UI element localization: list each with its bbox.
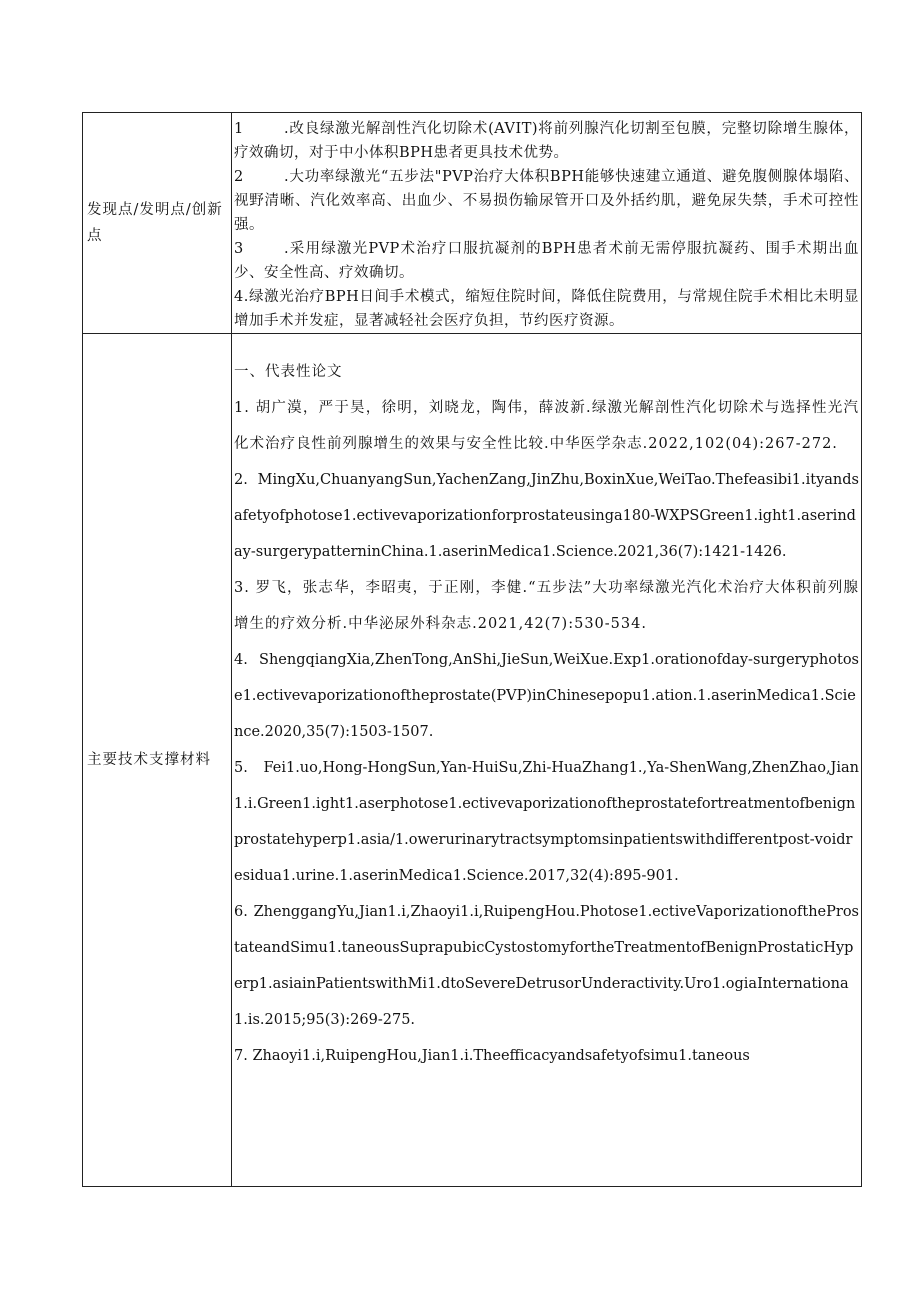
innovation-cell <box>232 113 862 334</box>
document-table <box>82 112 862 1187</box>
reference-item: 1. 胡广漠，严于昊，徐明，刘晓龙，陶伟，薛波新.绿激光解剖性汽化切除术与选择性光汽化术治疗良性前列腺增生的效果与安全性比较.中华医学杂志.2022,102(04):267-272. <box>234 400 859 452</box>
reference-item: 3. 罗飞，张志华，李昭夷，于正刚，李健.“五步法”大功率绿激光汽化术治疗大体积前列腺增生的疗效分析.中华泌尿外科杂志.2021,42(7):530-534. <box>234 580 859 632</box>
reference-item: 4. ShengqiangXia,ZhenTong,AnShi,JieSun,WeiXue.Exp1.orationofday-surgeryphotose1.ectivevaporizationoftheprostate(PVP)inChinesepopu1.ation.1.aserinMedica1.Science.2020,35(7):1503-1507. <box>234 652 859 740</box>
materials-cell <box>232 334 862 1187</box>
innovation-item <box>234 117 859 165</box>
item-text: .采用绿激光PVP术治疗口服抗凝剂的BPH患者术前无需停服抗凝药、围手术期出血少、安全性高、疗效确切。 <box>234 241 859 281</box>
innovation-content <box>232 113 861 333</box>
item-text: .改良绿激光解剖性汽化切除术(AVIT)将前列腺汽化切割至包膜，完整切除增生腺体，疗效确切，对于中小体积BPH患者更具技术优势。 <box>234 121 859 161</box>
section-title: 一、代表性论文 <box>234 364 343 380</box>
innovation-row <box>83 113 862 334</box>
reference-item: 2. MingXu,ChuanyangSun,YachenZang,JinZhu,BoxinXue,WeiTao.Thefeasibi1.ityandsafetyofphotose1.ectivevaporizationforprostateusinga180-WXPSGreen1.ight1.aserinday-surgerypatterninChina.1.aserinMedica1.Science.2021,36(7):1421-1426. <box>234 472 859 560</box>
innovation-item <box>234 285 859 333</box>
item-text: 4.绿激光治疗BPH日间手术模式，缩短住院时间，降低住院费用，与常规住院手术相比未明显增加手术并发症，显著减轻社会医疗负担，节约医疗资源。 <box>234 289 859 329</box>
reference-item: 5. Fei1.uo,Hong-HongSun,Yan-HuiSu,Zhi-HuaZhang1.,Ya-ShenWang,ZhenZhao,Jian1.i.Green1.ight1.aserphotose1.ectivevaporizationoftheprostatefortreatmentofbenignprostatehyperp1.asia/1.owerurinarytractsymptomsinpatientswithdifferentpost-voidresidua1.urine.1.aserinMedica1.Science.2017,32(4):895-901. <box>234 760 859 884</box>
item-text: .大功率绿激光“五步法"PVP治疗大体积BPH能够快速建立通道、避免腹侧腺体塌陷、视野清晰、汽化效率高、出血少、不易损伤输尿管开口及外括约肌，避免尿失禁，手术可控性强。 <box>234 169 859 233</box>
reference-item: 7. Zhaoyi1.i,RuipengHou,Jian1.i.Theefficacyandsafetyofsimu1.taneous <box>234 1048 750 1064</box>
item-number: 2 <box>234 169 244 185</box>
innovation-label: 发现点/发明点/创新点 <box>83 113 232 334</box>
materials-label: 主要技术支撑材料 <box>83 334 232 1187</box>
innovation-item <box>234 165 859 237</box>
innovation-item <box>234 237 859 285</box>
materials-row <box>83 334 862 1187</box>
reference-item: 6. ZhenggangYu,Jian1.i,Zhaoyi1.i,RuipengHou.Photose1.ectiveVaporizationoftheProstateandSimu1.taneousSuprapubicCystostomyfortheTreatmentofBenignProstaticHyperp1.asiainPatientswithMi1.dtoSevereDetrusorUnderactivity.Uro1.ogiaInternationa1.is.2015;95(3):269-275. <box>234 904 859 1028</box>
item-number: 3 <box>234 241 244 257</box>
item-number: 1 <box>234 121 244 137</box>
materials-content <box>232 334 861 1186</box>
